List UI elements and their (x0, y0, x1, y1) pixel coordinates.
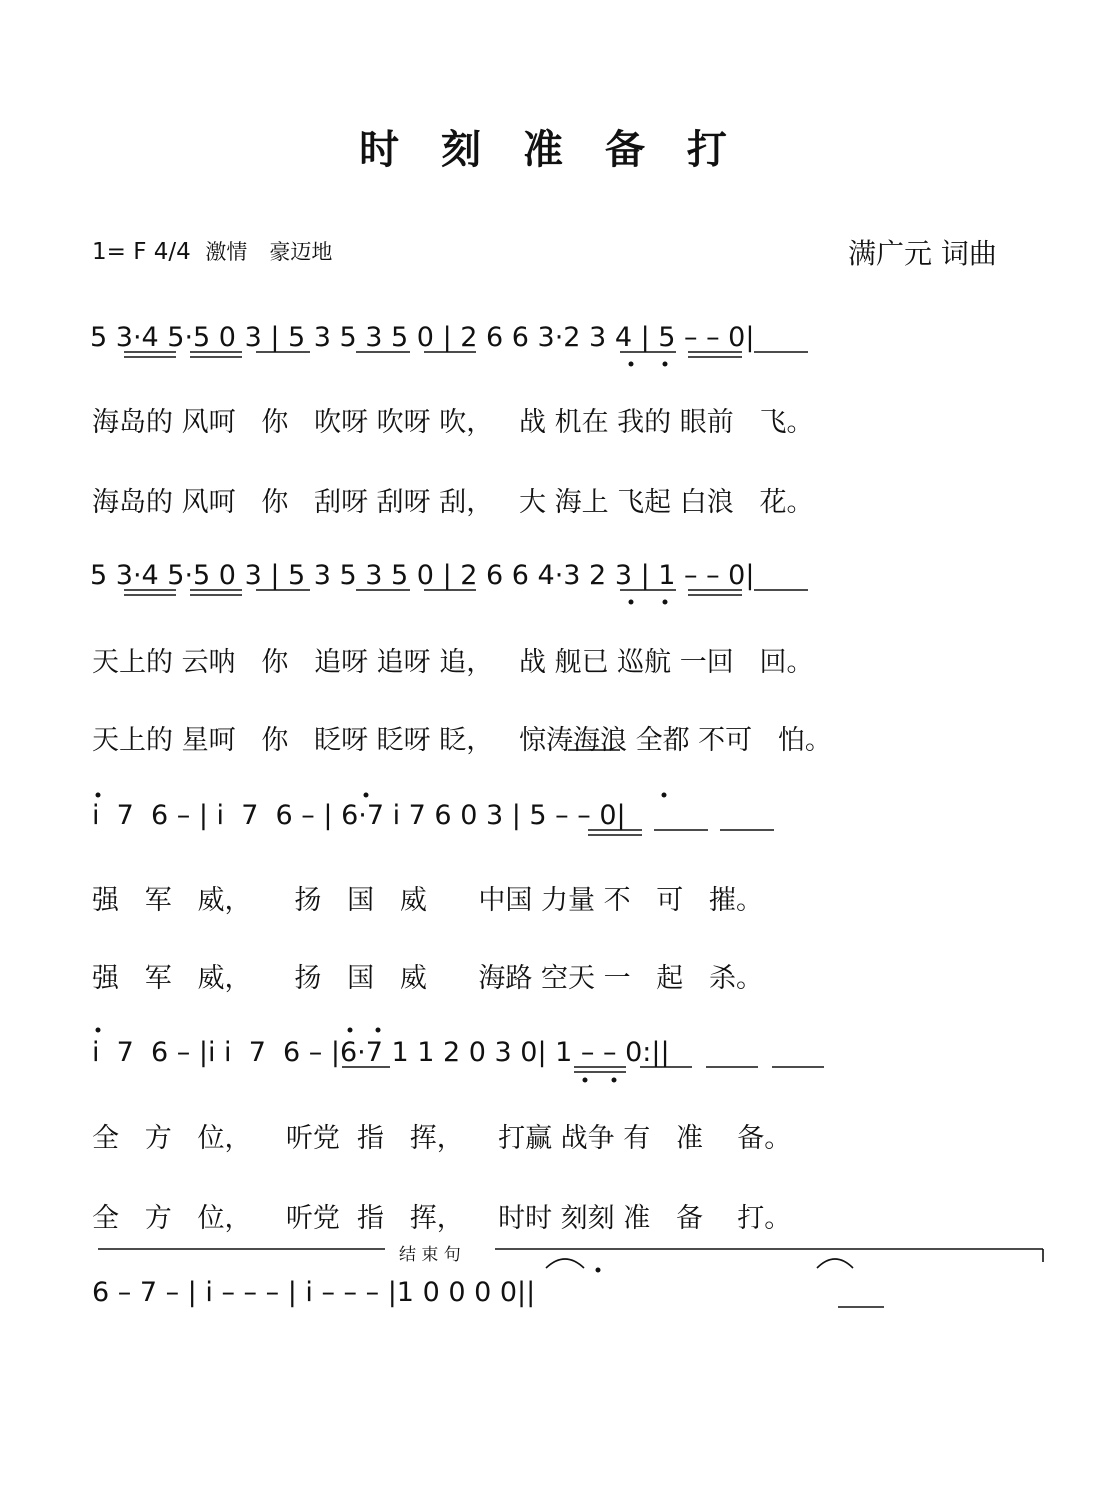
page-title: 时 刻 准 备 打 (359, 127, 741, 173)
notation-line-2: 5 3·4 5·5 0 3 | 5 3 5 3 5 0 | 2 6 6 4·3 2 3 | 1 – – 0| (90, 560, 755, 591)
octave-dot (96, 793, 101, 798)
octave-dot (583, 1078, 588, 1083)
octave-dot (663, 600, 668, 605)
lyric-line-2a: 天上的 云呐 你 追呀 追呀 追， 战 舰已 巡航 一回 回。 (92, 647, 814, 678)
tie-mark (546, 1259, 584, 1268)
octave-dot (662, 793, 667, 798)
octave-dot (596, 1268, 601, 1273)
octave-dot (96, 1028, 101, 1033)
octave-dot (629, 362, 634, 367)
notation-line-1: 5 3·4 5·5 0 3 | 5 3 5 3 5 0 | 2 6 6 3·2 3 4 | 5 – – 0| (90, 322, 755, 353)
octave-dot (612, 1078, 617, 1083)
author-credit: 满广元 词曲 (848, 237, 997, 270)
key-signature: 1= F 4/4 (92, 239, 191, 265)
lyric-line-3a: 强 军 威， 扬 国 威 中国 力量 不 可 摧。 (92, 885, 764, 916)
lyric-line-1b: 海岛的 风呵 你 刮呀 刮呀 刮， 大 海上 飞起 白浪 花。 (92, 487, 814, 518)
mood-marking-2: 豪迈地 (269, 240, 333, 264)
tie-mark (817, 1259, 853, 1268)
lyric-line-4b: 全 方 位， 听党 指 挥， 时时 刻刻 准 备 打。 (92, 1203, 792, 1234)
mood-marking-1: 激情 (205, 240, 248, 264)
octave-dot (663, 362, 668, 367)
notation-line-ending: 6 – 7 – | i – – – | i – – – |1 0 0 0 0|| (92, 1277, 536, 1308)
notation-line-4: i 7 6 – |i i 7 6 – |6·7 1 1 2 0 3 0| 1 – – 0:|| (92, 1037, 670, 1068)
ending-label: 结 束 句 (395, 1240, 465, 1265)
notation-line-3: i 7 6 – | i 7 6 – | 6·7 i 7 6 0 3 | 5 – – 0| (92, 800, 626, 831)
octave-dot (364, 793, 369, 798)
lyric-line-4a: 全 方 位， 听党 指 挥， 打赢 战争 有 准 备。 (92, 1123, 792, 1154)
lyric-line-1a: 海岛的 风呵 你 吹呀 吹呀 吹， 战 机在 我的 眼前 飞。 (92, 407, 814, 438)
octave-dot (348, 1028, 353, 1033)
octave-dot (629, 600, 634, 605)
lyric-line-2b: 天上的 星呵 你 眨呀 眨呀 眨， 惊涛海浪 全都 不可 怕。 (92, 725, 832, 756)
octave-dot (376, 1028, 381, 1033)
lyric-line-3b: 强 军 威， 扬 国 威 海路 空天 一 起 杀。 (92, 963, 764, 994)
